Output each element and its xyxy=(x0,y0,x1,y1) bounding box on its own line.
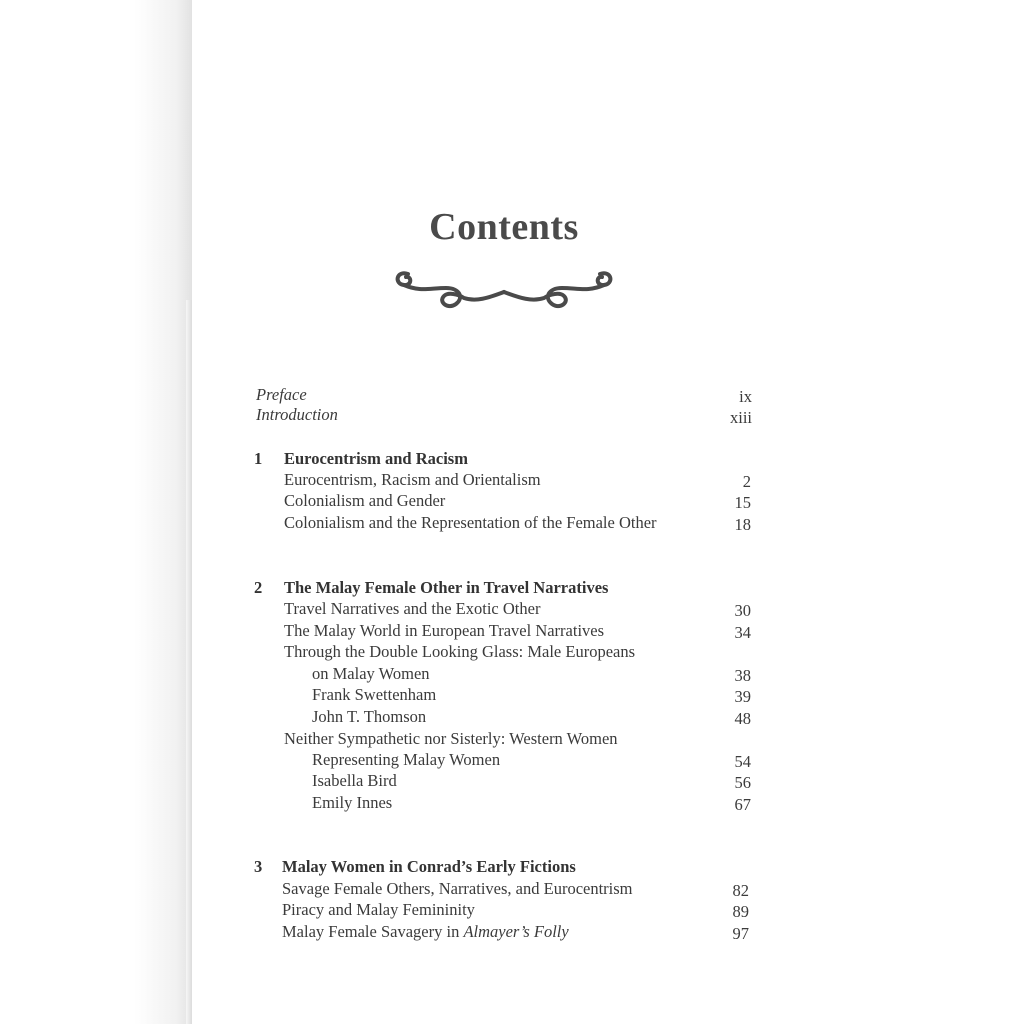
toc-page-number: 82 xyxy=(732,881,749,900)
toc-entry: The Malay World in European Travel Narratives xyxy=(284,621,605,640)
toc-entry: Savage Female Others, Narratives, and Eurocentrism xyxy=(282,879,633,898)
chapter-number: 3 xyxy=(254,857,263,876)
toc-page-number: 18 xyxy=(734,515,751,534)
chapter-title: Malay Women in Conrad’s Early Fictions xyxy=(282,857,576,876)
chapter-number: 2 xyxy=(254,578,263,597)
toc-page-number: 34 xyxy=(734,623,751,642)
toc-page-number: 39 xyxy=(734,687,751,706)
toc-page-number: 30 xyxy=(734,601,751,620)
toc-page-number: 97 xyxy=(732,924,749,943)
toc-page-number: 89 xyxy=(732,902,749,921)
toc-subentry: Frank Swettenham xyxy=(312,685,437,704)
chapter-title: The Malay Female Other in Travel Narratives xyxy=(284,578,609,597)
chapter-title: Eurocentrism and Racism xyxy=(284,449,468,468)
toc-preface: Preface xyxy=(256,385,307,404)
flourish-ornament-icon xyxy=(390,258,618,314)
chapter-number: 1 xyxy=(254,449,263,468)
toc-page-number: 54 xyxy=(734,752,751,771)
page-edge xyxy=(186,300,192,1024)
toc-entry: Eurocentrism, Racism and Orientalism xyxy=(284,470,541,489)
toc-page-number: 38 xyxy=(734,666,751,685)
toc-page-number: 56 xyxy=(734,773,751,792)
toc-entry: Through the Double Looking Glass: Male Europeans xyxy=(284,642,636,661)
toc-page-number: xiii xyxy=(729,408,752,427)
toc-page-number: 67 xyxy=(734,795,751,814)
toc-entry-continued: on Malay Women xyxy=(312,664,430,683)
toc-page-number: 15 xyxy=(734,493,751,512)
toc-entry: Piracy and Malay Femininity xyxy=(282,900,475,919)
toc-subentry: Emily Innes xyxy=(312,793,393,812)
page-gutter-shadow xyxy=(0,0,192,1024)
toc-subentry: John T. Thomson xyxy=(312,707,427,726)
toc-entry-text: Malay Female Savagery in xyxy=(282,922,464,941)
toc-entry: Colonialism and Gender xyxy=(284,491,446,510)
toc-subentry: Isabella Bird xyxy=(312,771,397,790)
toc-entry-continued: Representing Malay Women xyxy=(312,750,501,769)
toc-page-number: 2 xyxy=(742,472,751,491)
toc-introduction: Introduction xyxy=(256,405,338,424)
toc-page-number: ix xyxy=(739,387,752,406)
toc-entry: Neither Sympathetic nor Sisterly: Western Women xyxy=(284,729,618,748)
toc-entry xyxy=(282,922,569,942)
toc-page-number: 48 xyxy=(734,709,751,728)
page-title: Contents xyxy=(429,206,579,248)
toc-entry: Colonialism and the Representation of the Female Other xyxy=(284,513,657,532)
book-title: Almayer’s Folly xyxy=(463,922,569,941)
toc-entry: Travel Narratives and the Exotic Other xyxy=(284,599,541,618)
